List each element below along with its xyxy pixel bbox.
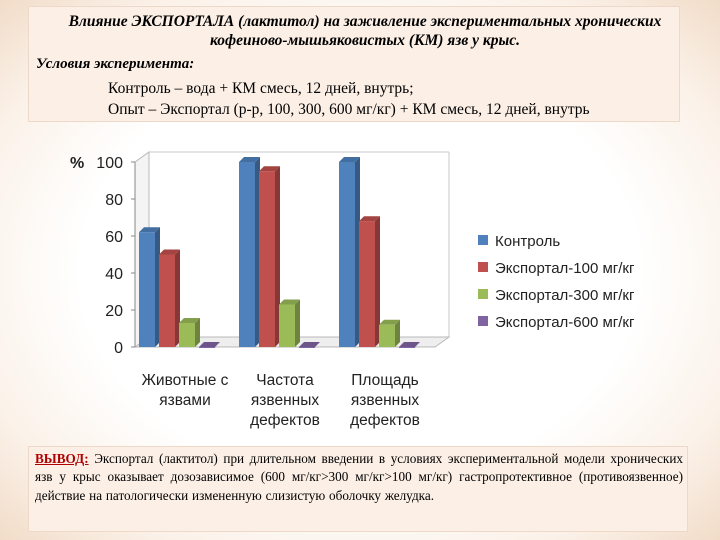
bar <box>379 325 395 347</box>
bar <box>139 232 155 347</box>
legend-swatch <box>478 289 488 299</box>
control-condition: Контроль – вода + КМ смесь, 12 дней, внутрь; <box>108 80 414 97</box>
bar <box>399 347 415 348</box>
legend-swatch <box>478 235 488 245</box>
x-tick-label: Животные с <box>141 372 229 389</box>
y-tick-label: 80 <box>105 192 123 209</box>
page-title: Влияние ЭКСПОРТАЛА (лактитол) на заживление экспериментальных хронических кофеиново-мышьяковистых (КМ) язв у крыс. <box>68 13 662 49</box>
bar <box>299 347 315 348</box>
y-tick-label: 0 <box>114 340 123 357</box>
legend-entry: Экспортал-100 мг/кг <box>495 260 635 277</box>
x-tick-label: Частота <box>256 372 314 389</box>
x-tick-label: Площадь <box>351 372 419 389</box>
conclusion-text: Экспортал (лактитол) при длительном введении в условиях экспериментальной модели хронических язв у крыс оказывает дозозависимое (600 мг/кг>300 мг/кг>100 мг/кг) гастропротективное (противоязвенное) действие на патологически измененную слизистую оболочку желудка. <box>35 451 683 503</box>
bar <box>359 221 375 347</box>
bar-side <box>195 318 200 347</box>
legend-swatch <box>478 262 488 272</box>
legend-entry: Экспортал-600 мг/кг <box>495 314 635 331</box>
bar <box>199 347 215 348</box>
bar <box>279 304 295 347</box>
x-tick-label: дефектов <box>350 412 420 429</box>
legend-entry: Экспортал-300 мг/кг <box>495 287 635 304</box>
y-tick-label: 100 <box>96 155 123 172</box>
legend-entry: Контроль <box>495 233 561 250</box>
x-tick-label: язвами <box>159 392 211 409</box>
experiment-condition: Опыт – Экспортал (р-р, 100, 300, 600 мг/кг) + КМ смесь, 12 дней, внутрь <box>108 101 590 118</box>
legend-swatch <box>478 316 488 326</box>
x-tick-label: дефектов <box>250 412 320 429</box>
y-tick-label: 40 <box>105 266 123 283</box>
bar <box>339 162 355 347</box>
bar <box>239 162 255 347</box>
y-axis-label: % <box>70 155 85 172</box>
bar <box>179 323 195 347</box>
bar <box>259 171 275 347</box>
bar-chart <box>0 140 720 440</box>
y-tick-label: 20 <box>105 303 123 320</box>
conclusion-label: ВЫВОД: <box>35 451 89 466</box>
x-tick-label: язвенных <box>250 392 320 409</box>
bar <box>159 255 175 348</box>
x-tick-label: язвенных <box>350 392 420 409</box>
y-tick-label: 60 <box>105 229 123 246</box>
conclusion-panel <box>28 446 688 532</box>
bar-side <box>295 299 300 347</box>
chart-area <box>0 140 720 440</box>
conditions-heading: Условия эксперимента: <box>36 56 195 72</box>
